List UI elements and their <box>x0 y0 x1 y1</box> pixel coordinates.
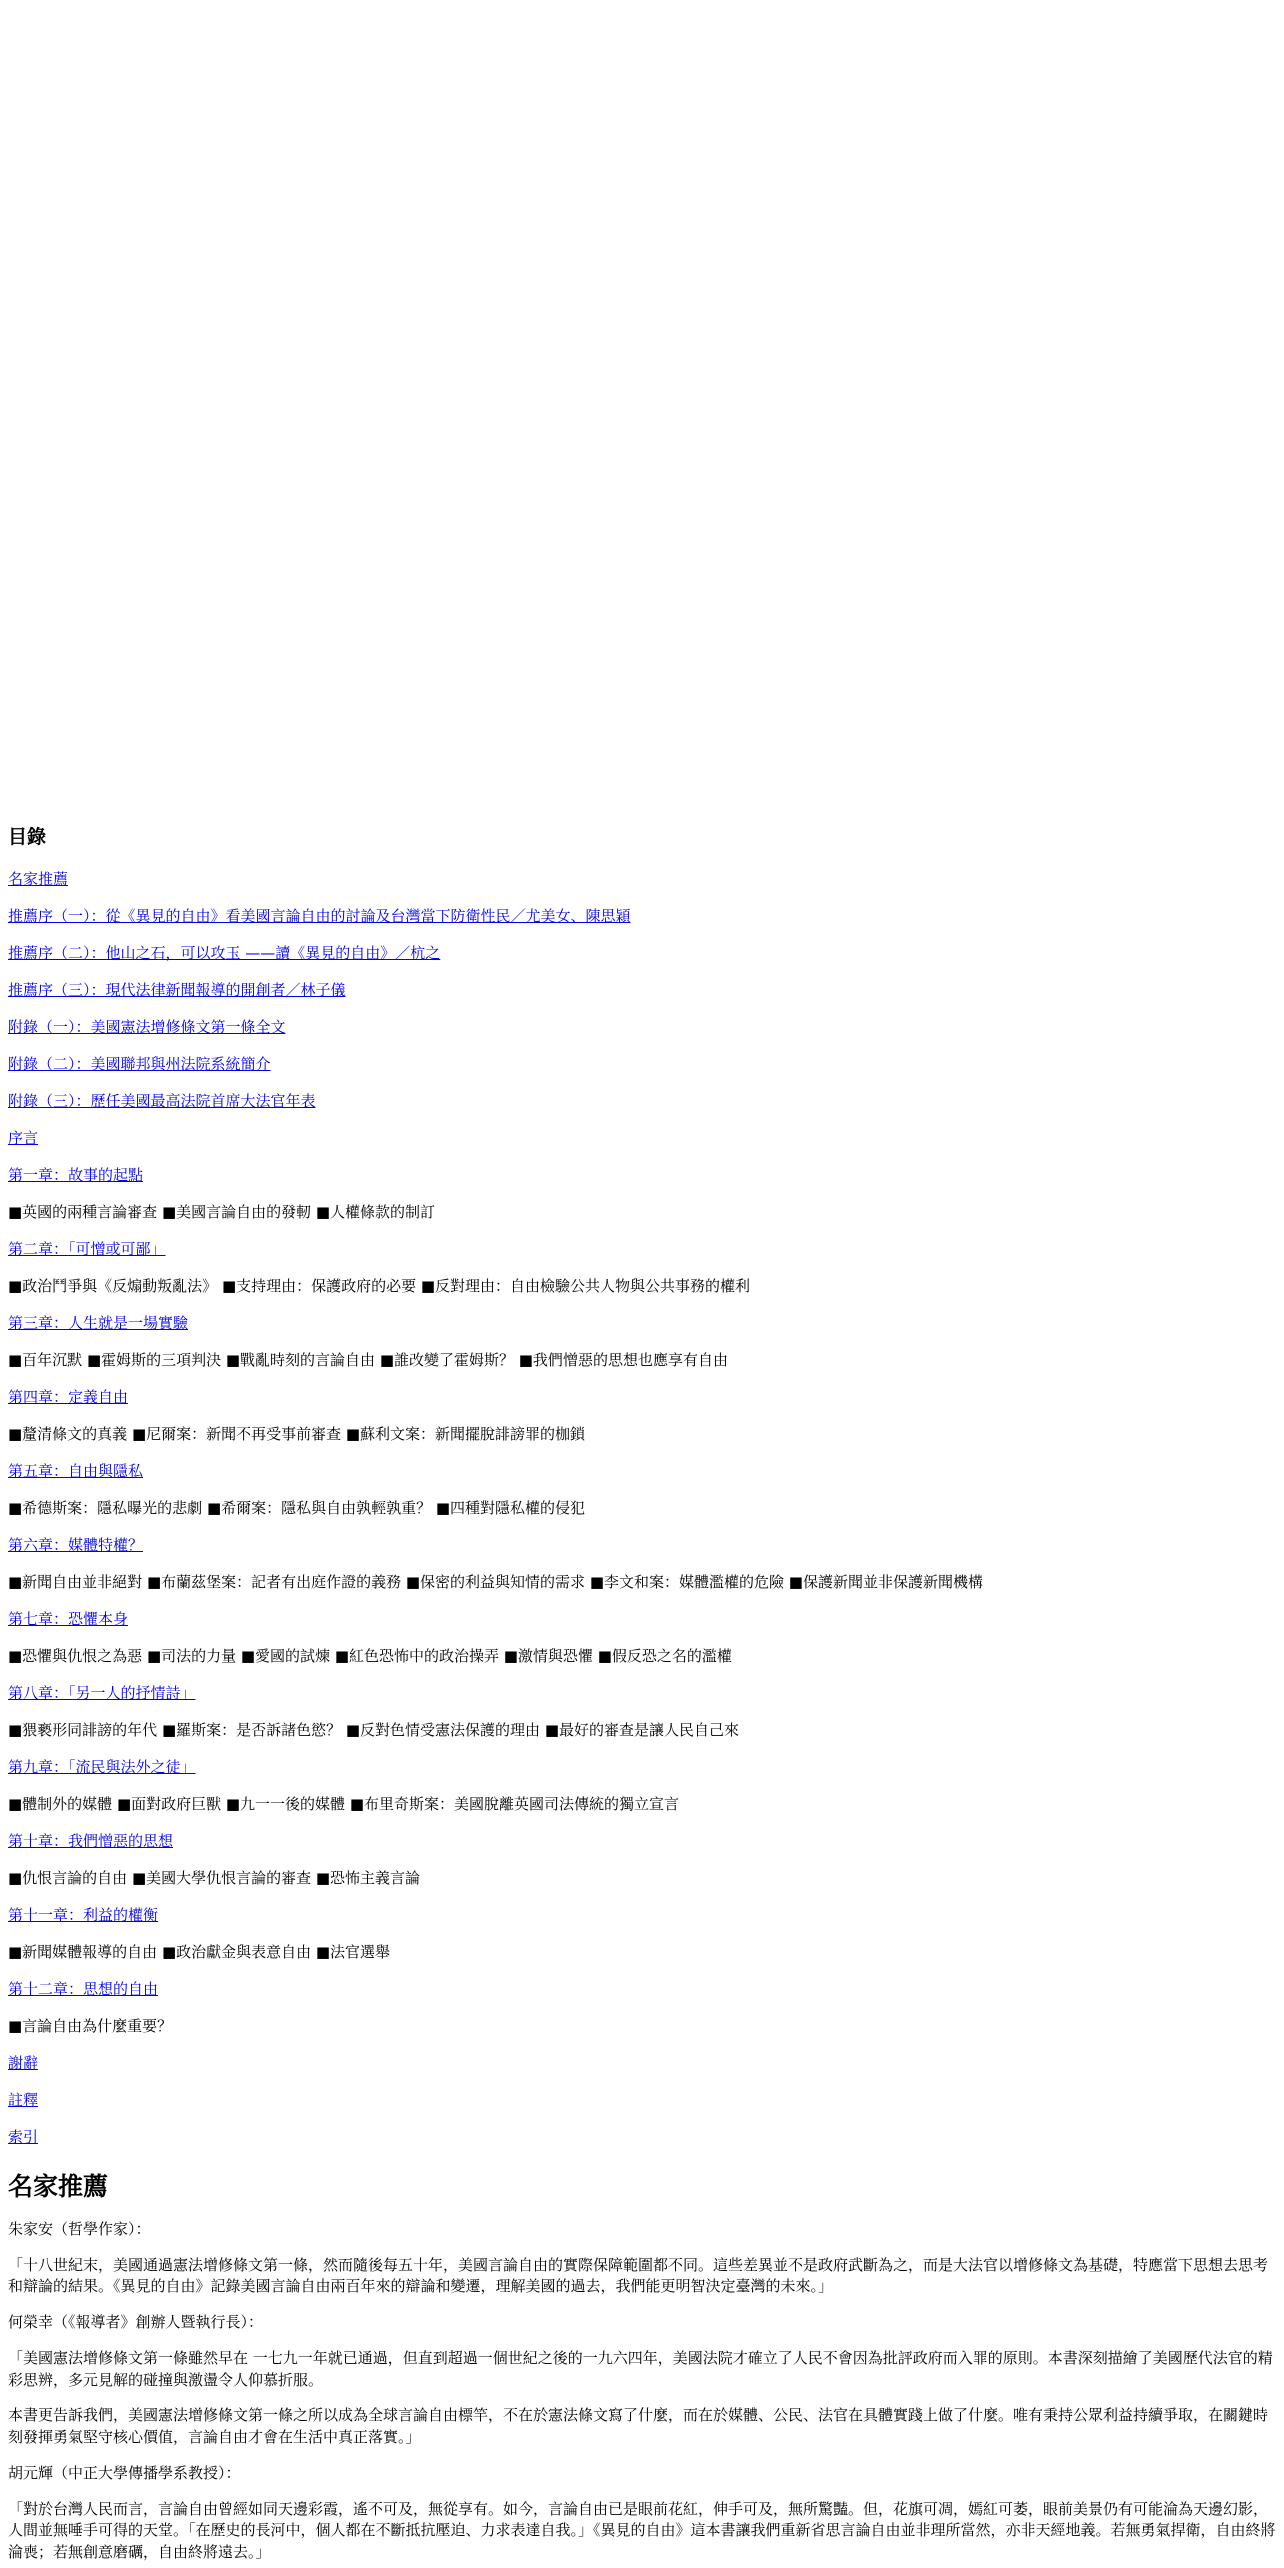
toc-entry <box>8 1313 1276 1335</box>
toc-link[interactable]: 第一章：故事的起點 <box>8 1165 144 1184</box>
toc-link[interactable]: 索引 <box>8 2127 39 2146</box>
toc-entry <box>8 869 1276 891</box>
toc-subtopics: ■百年沉默 ■霍姆斯的三項判決 ■戰亂時刻的言論自由 ■誰改變了霍姆斯？ ■我們憎惡的思想也應享有自由 <box>8 1350 728 1369</box>
toc-subtopics: ■釐清條文的真義 ■尼爾案：新聞不再受事前審查 ■蘇利文案：新聞擺脫誹謗罪的枷鎖 <box>8 1424 586 1443</box>
toc-entry <box>8 1609 1276 1631</box>
toc-link[interactable]: 附錄（三）：歷任美國最高法院首席大法官年表 <box>8 1091 316 1110</box>
toc-subtopics: ■言論自由為什麼重要？ <box>8 2016 173 2035</box>
recommendation-paragraph: 朱家安（哲學作家）： <box>8 2219 151 2238</box>
toc-subtopics: ■新聞自由並非絕對 ■布蘭茲堡案：記者有出庭作證的義務 ■保密的利益與知情的需求 ■李文和案：媒體濫權的危險 ■保護新聞並非保護新聞機構 <box>8 1572 983 1591</box>
toc-entry <box>8 980 1276 1002</box>
toc-entry <box>8 1239 1276 1261</box>
toc-link[interactable]: 名家推薦 <box>8 869 69 888</box>
toc-link[interactable]: 第五章：自由與隱私 <box>8 1461 144 1480</box>
toc-link[interactable]: 推薦序（二）：他山之石，可以攻玉 ——讀《異見的自由》／杭之 <box>8 943 441 962</box>
toc-link[interactable]: 第二章：「可憎或可鄙」 <box>8 1239 166 1258</box>
toc-entry <box>8 1831 1276 1853</box>
recommendation-paragraph: 何榮幸（《報導者》創辦人暨執行長）： <box>8 2313 264 2332</box>
toc-link[interactable]: 附錄（一）：美國憲法增修條文第一條全文 <box>8 1017 286 1036</box>
toc-link[interactable]: 第八章：「另一人的抒情詩」 <box>8 1683 196 1702</box>
toc-entry <box>8 943 1276 965</box>
recommendation-paragraph: 本書更告訴我們，美國憲法增修條文第一條之所以成為全球言論自由標竿，不在於憲法條文寫了什麼，而在於媒體、公民、法官在具體實踐上做了什麼。唯有秉持公眾利益持續爭取，在關鍵時刻發揮勇氣堅守核心價值，言論自由才會在生活中真正落實。」 <box>8 2406 1269 2447</box>
toc-subtopics: ■新聞媒體報導的自由 ■政治獻金與表意自由 ■法官選舉 <box>8 1942 391 1961</box>
toc-link[interactable]: 謝辭 <box>8 2053 39 2072</box>
toc-subtopics: ■仇恨言論的自由 ■美國大學仇恨言論的審查 ■恐怖主義言論 <box>8 1868 421 1887</box>
toc-entry <box>8 1757 1276 1779</box>
toc-link[interactable]: 註釋 <box>8 2090 39 2109</box>
toc-entry <box>8 1054 1276 1076</box>
toc-link[interactable]: 推薦序（一）：從《異見的自由》看美國言論自由的討論及台灣當下防衛性民／尤美女、陳思穎 <box>8 906 631 925</box>
toc-entry <box>8 2127 1276 2149</box>
toc-subtopics: ■體制外的媒體 ■面對政府巨獸 ■九一一後的媒體 ■布里奇斯案：美國脫離英國司法傳統的獨立宣言 <box>8 1794 679 1813</box>
toc-link[interactable]: 序言 <box>8 1128 39 1147</box>
toc-entry <box>8 906 1276 928</box>
toc-entry <box>8 2090 1276 2112</box>
toc-entry <box>8 1683 1276 1705</box>
toc-entry <box>8 1905 1276 1927</box>
toc-entry <box>8 1091 1276 1113</box>
toc-subtopics: ■政治鬥爭與《反煽動叛亂法》 ■支持理由：保護政府的必要 ■反對理由：自由檢驗公共人物與公共事務的權利 <box>8 1276 751 1295</box>
recommendation-paragraph: 「對於台灣人民而言，言論自由曾經如同天邊彩霞，遙不可及，無從享有。如今，言論自由已是眼前花紅，伸手可及，無所驚豔。但，花旗可凋，嫣紅可萎，眼前美景仍有可能淪為天邊幻影，人間並無唾手可得的天堂。「在歷史的長河中，個人都在不斷抵抗壓迫、力求表達自我。」《異見的自由》這本書讓我們重新省思言論自由並非理所當然，亦非天經地義。若無勇氣捍衛，自由終將淪喪；若無創意磨礪，自由終將遠去。」 <box>8 2499 1276 2562</box>
blank-area <box>8 0 1276 824</box>
toc-link[interactable]: 附錄（二）：美國聯邦與州法院系統簡介 <box>8 1054 271 1073</box>
toc-link[interactable]: 第十章：我們憎惡的思想 <box>8 1831 174 1850</box>
toc-heading: 目錄 <box>8 826 47 848</box>
toc-subtopics: ■希德斯案：隱私曝光的悲劇 ■希爾案：隱私與自由孰輕孰重？ ■四種對隱私權的侵犯 <box>8 1498 586 1517</box>
recommendation-paragraph: 「十八世紀末，美國通過憲法增修條文第一條，然而隨後每五十年，美國言論自由的實際保障範圍都不同。這些差異並不是政府武斷為之，而是大法官以增修條文為基礎，特應當下思想去思考和辯論的結果。《異見的自由》記錄美國言論自由兩百年來的辯論和變遷，理解美國的過去，我們能更明智決定臺灣的未來。」 <box>8 2255 1269 2296</box>
recommendation-paragraph: 「美國憲法增修條文第一條雖然早在 一七九一年就已通過，但直到超過一個世紀之後的一九六四年，美國法院才確立了人民不會因為批評政府而入罪的原則。本書深刻描繪了美國歷代法官的精彩思辨，多元見解的碰撞與激盪令人仰慕折服。 <box>8 2348 1273 2389</box>
toc-subtopics: ■恐懼與仇恨之為惡 ■司法的力量 ■愛國的試煉 ■紅色恐怖中的政治操弄 ■激情與恐懼 ■假反恐之名的濫權 <box>8 1646 732 1665</box>
toc-subtopics: ■英國的兩種言論審查 ■美國言論自由的發軔 ■人權條款的制訂 <box>8 1202 436 1221</box>
toc-entry <box>8 1461 1276 1483</box>
toc-entry <box>8 1535 1276 1557</box>
toc-link[interactable]: 第九章：「流民與法外之徒」 <box>8 1757 196 1776</box>
toc-link[interactable]: 推薦序（三）：現代法律新聞報導的開創者／林子儀 <box>8 980 346 999</box>
toc-link[interactable]: 第七章：恐懼本身 <box>8 1609 129 1628</box>
toc-link[interactable]: 第十一章：利益的權衡 <box>8 1905 159 1924</box>
toc-entry <box>8 1165 1276 1187</box>
toc-entry <box>8 1128 1276 1150</box>
toc-link[interactable]: 第十二章：思想的自由 <box>8 1979 159 1998</box>
recommendations-body <box>8 2219 1276 2564</box>
recommendation-paragraph: 胡元輝（中正大學傳播學系教授）： <box>8 2463 241 2482</box>
toc-link[interactable]: 第四章：定義自由 <box>8 1387 129 1406</box>
toc-entry <box>8 1387 1276 1409</box>
toc-list <box>8 869 1276 2149</box>
toc-entry <box>8 1017 1276 1039</box>
toc-entry <box>8 2053 1276 2075</box>
recommendations-heading: 名家推薦 <box>8 2171 109 2201</box>
toc-subtopics: ■猥褻形同誹謗的年代 ■羅斯案：是否訴諸色慾？ ■反對色情受憲法保護的理由 ■最好的審查是讓人民自己來 <box>8 1720 739 1739</box>
toc-entry <box>8 1979 1276 2001</box>
toc-link[interactable]: 第三章：人生就是一場實驗 <box>8 1313 189 1332</box>
toc-link[interactable]: 第六章：媒體特權？ <box>8 1535 144 1554</box>
